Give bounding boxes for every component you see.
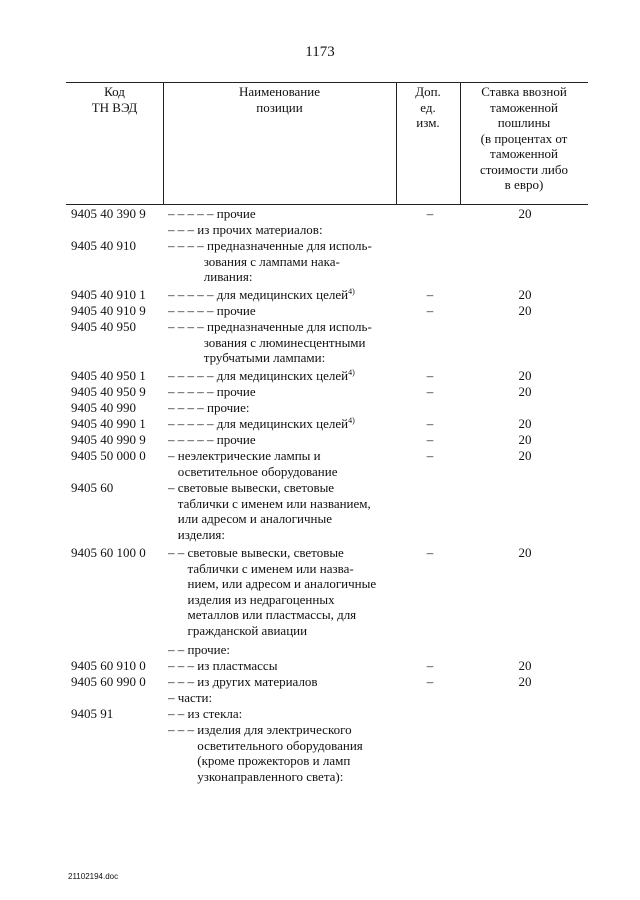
code-cell: 9405 40 990: [71, 400, 136, 415]
unit-cell: –: [426, 545, 434, 560]
code-cell: 9405 40 910 9: [71, 303, 146, 318]
code-cell: 9405 40 990 1: [71, 416, 146, 431]
footnote-marker: 4): [348, 287, 355, 296]
footnote-marker: 4): [348, 368, 355, 377]
description-cell: – – – – прочие:: [168, 400, 250, 415]
description-cell: – – – – – для медицинских целей$^{4)}$: [168, 416, 355, 431]
table-top-border: [66, 82, 588, 83]
rate-cell: 20: [518, 432, 532, 447]
description-cell: – – – – – прочие: [168, 384, 256, 399]
rate-cell: 20: [518, 416, 532, 431]
unit-cell: –: [426, 432, 434, 447]
rate-cell: 20: [518, 368, 532, 383]
code-cell: 9405 40 950: [71, 319, 136, 334]
description-cell: – – – – – прочие: [168, 432, 256, 447]
code-cell: 9405 60 100 0: [71, 545, 146, 560]
description-cell: – – – – – для медицинских целей$^{4)}$: [168, 287, 355, 302]
header-unit: Доп. ед. изм.: [415, 84, 441, 130]
description-cell: – – световые вывески, световые таблички с именем или назва- нием, или адресом и аналогичные изделия из недрагоценных металлов или пластмассы, для гражданской авиации: [168, 545, 377, 638]
description-cell: – – прочие:: [168, 642, 230, 657]
code-cell: 9405 40 950 1: [71, 368, 146, 383]
description-cell: – – – из прочих материалов:: [168, 222, 323, 237]
header-code: Код ТН ВЭД: [91, 84, 138, 115]
code-cell: 9405 40 910 1: [71, 287, 146, 302]
code-cell: 9405 40 950 9: [71, 384, 146, 399]
description-cell: – – из стекла:: [168, 706, 243, 721]
unit-cell: –: [426, 368, 434, 383]
description-cell: – части:: [168, 690, 213, 705]
unit-cell: –: [426, 206, 434, 221]
header-name: Наименование позиции: [239, 84, 320, 115]
description-cell: – – – – предназначенные для исполь- зования с лампами нака- ливания:: [168, 238, 372, 284]
header-bottom-border: [66, 204, 588, 205]
description-cell: – – – из пластмассы: [168, 658, 278, 673]
file-name: 21102194.doc: [68, 872, 119, 881]
footnote-marker: 4): [348, 416, 355, 425]
code-cell: 9405 40 390 9: [71, 206, 146, 221]
rate-cell: 20: [518, 206, 532, 221]
description-cell: – – – – предназначенные для исполь- зования с люминесцентными трубчатыми лампами:: [168, 319, 372, 365]
code-cell: 9405 60 990 0: [71, 674, 146, 689]
description-cell: – – – изделия для электрического осветительного оборудования (кроме прожекторов и ламп узконаправленного света):: [168, 722, 363, 784]
description-cell: – – – – – прочие: [168, 303, 256, 318]
code-cell: 9405 91: [71, 706, 114, 721]
unit-cell: –: [426, 416, 434, 431]
description-cell: – световые вывески, световые таблички с именем или названием, или адресом и аналогичные изделия:: [168, 480, 371, 542]
rate-cell: 20: [518, 287, 532, 302]
rate-cell: 20: [518, 384, 532, 399]
code-cell: 9405 40 910: [71, 238, 136, 253]
code-cell: 9405 60: [71, 480, 114, 495]
rate-cell: 20: [518, 448, 532, 463]
unit-cell: –: [426, 674, 434, 689]
description-cell: – неэлектрические лампы и осветительное оборудование: [168, 448, 338, 479]
unit-cell: –: [426, 658, 434, 673]
rate-cell: 20: [518, 545, 532, 560]
rate-cell: 20: [518, 303, 532, 318]
description-cell: – – – – – прочие: [168, 206, 256, 221]
unit-cell: –: [426, 384, 434, 399]
rate-cell: 20: [518, 658, 532, 673]
header-rate: Ставка ввозной таможенной пошлины (в процентах от таможенной стоимости либо в евро): [479, 84, 568, 192]
rate-cell: 20: [518, 674, 532, 689]
unit-cell: –: [426, 287, 434, 302]
code-cell: 9405 50 000 0: [71, 448, 146, 463]
unit-cell: –: [426, 303, 434, 318]
code-cell: 9405 60 910 0: [71, 658, 146, 673]
description-cell: – – – из других материалов: [168, 674, 318, 689]
description-cell: – – – – – для медицинских целей$^{4)}$: [168, 368, 355, 383]
code-cell: 9405 40 990 9: [71, 432, 146, 447]
page-number: 1173: [305, 44, 335, 60]
unit-cell: –: [426, 448, 434, 463]
